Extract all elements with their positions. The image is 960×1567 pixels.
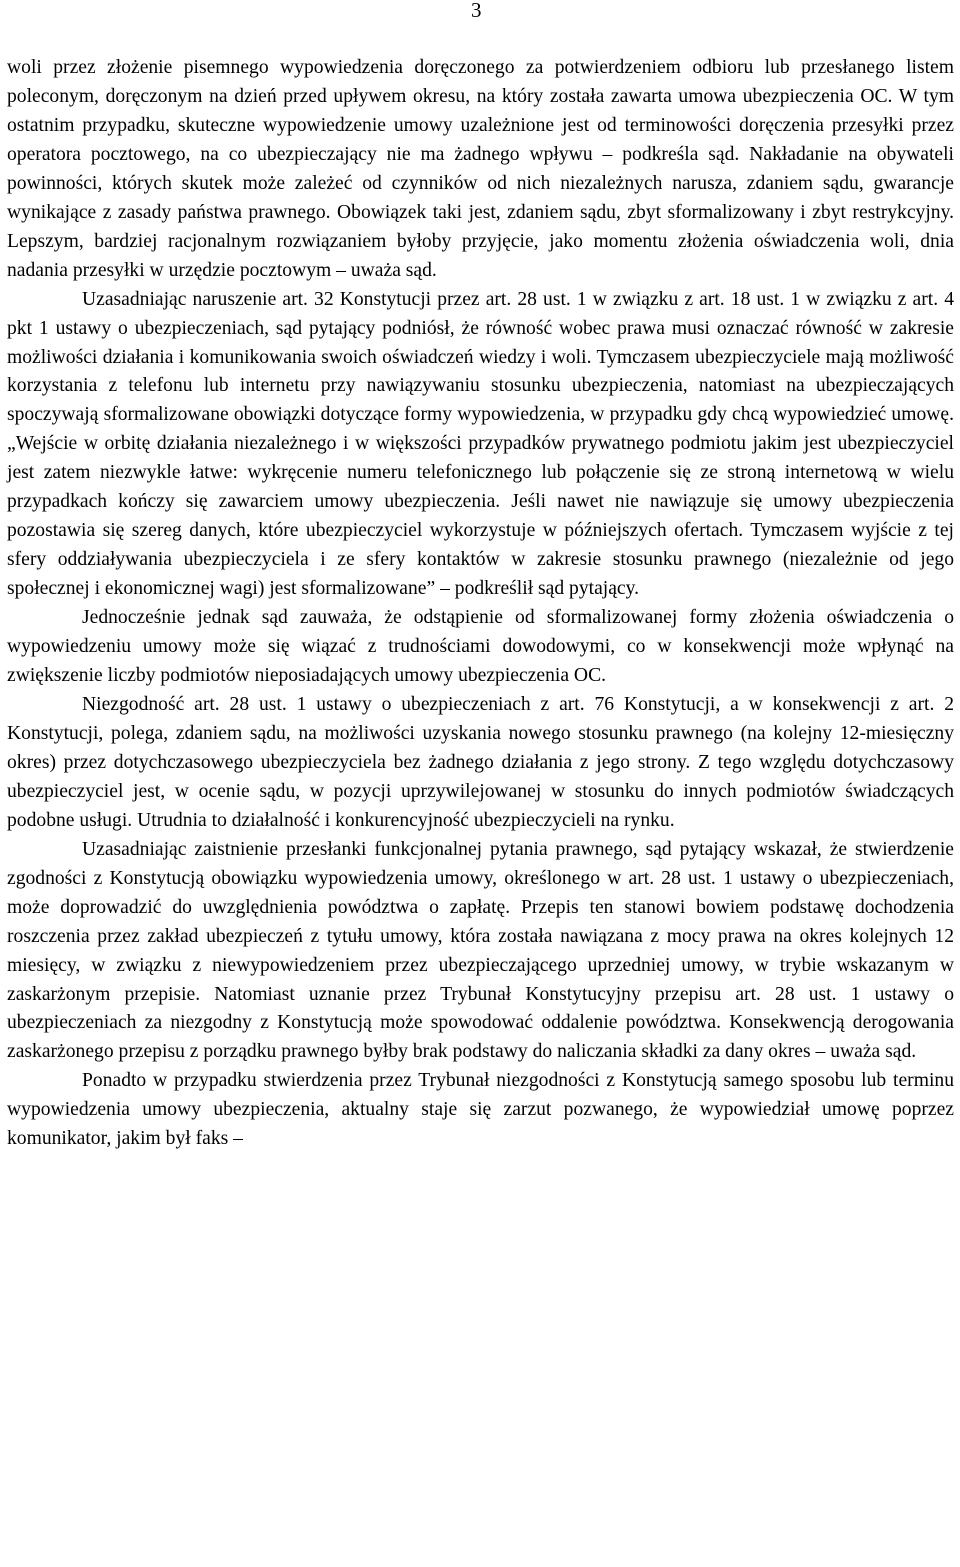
paragraph: woli przez złożenie pisemnego wypowiedzenia doręczonego za potwierdzeniem odbioru lub przesłanego listem poleconym, doręczonym na dzień przed upływem okresu, na który została zawarta umowa ubezpieczenia OC. W tym ostatnim przypadku, skuteczne wypowiedzenie umowy uzależnione jest od terminowości doręczenia przesyłki przez operatora pocztowego, na co ubezpieczający nie ma żadnego wpływu – podkreśla sąd. Nakładanie na obywateli powinności, których skutek może zależeć od czynników od nich niezależnych narusza, zdaniem sądu, gwarancje wynikające z zasady państwa prawnego. Obowiązek taki jest, zdaniem sądu, zbyt sformalizowany i zbyt restrykcyjny. Lepszym, bardziej racjonalnym rozwiązaniem byłoby przyjęcie, jako momentu złożenia oświadczenia woli, dnia nadania przesyłki w urzędzie pocztowym – uważa sąd. — [7, 57, 954, 281]
paragraph: Uzasadniając zaistnienie przesłanki funkcjonalnej pytania prawnego, sąd pytający wskazał, że stwierdzenie zgodności z Konstytucją obowiązku wypowiedzenia umowy, określonego w art. 28 ust. 1 ustawy o ubezpieczeniach, może doprowadzić do uwzględnienia powództwa o zapłatę. Przepis ten stanowi bowiem podstawę dochodzenia roszczenia przez zakład ubezpieczeń z tytułu umowy, która została nawiązana z mocy prawa na okres kolejnych 12 miesięcy, w związku z niewypowiedzeniem przez ubezpieczającego uprzedniej umowy, w trybie wskazanym w zaskarżonym przepisie. Natomiast uznanie przez Trybunał Konstytucyjny przepisu art. 28 ust. 1 ustawy o ubezpieczeniach za niezgodny z Konstytucją może spowodować oddalenie powództwa. Konsekwencją derogowania zaskarżonego przepisu z porządku prawnego byłby brak podstawy do naliczania składki za dany okres – uważa sąd. — [7, 838, 954, 1063]
page-number: 3 — [471, 0, 482, 22]
paragraph: Ponadto w przypadku stwierdzenia przez Trybunał niezgodności z Konstytucją samego sposobu lub terminu wypowiedzenia umowy ubezpieczenia, aktualny staje się zarzut pozwanego, że wypowiedział umowę poprzez komunikator, jakim był faks – — [7, 1070, 954, 1150]
paragraph: Niezgodność art. 28 ust. 1 ustawy o ubezpieczeniach z art. 76 Konstytucji, a w konsekwencji z art. 2 Konstytucji, polega, zdaniem sądu, na możliwości uzyskania nowego stosunku prawnego (na kolejny 12-miesięczny okres) przez dotychczasowego ubezpieczyciela bez żadnego działania z jego strony. Z tego względu dotychczasowy ubezpieczyciel jest, w ocenie sądu, w pozycji uprzywilejowanej w stosunku do innych podmiotów świadczących podobne usługi. Utrudnia to działalność i konkurencyjność ubezpieczycieli na rynku. — [7, 693, 954, 831]
document-body — [7, 54, 954, 1154]
paragraph: Jednocześnie jednak sąd zauważa, że odstąpienie od sformalizowanej formy złożenia oświadczenia o wypowiedzeniu umowy może się wiązać z trudnościami dowodowymi, co w konsekwencji może wpłynąć na zwiększenie liczby podmiotów nieposiadających umowy ubezpieczenia OC. — [7, 607, 954, 687]
paragraph: Uzasadniając naruszenie art. 32 Konstytucji przez art. 28 ust. 1 w związku z art. 18 ust. 1 w związku z art. 4 pkt 1 ustawy o ubezpieczeniach, sąd pytający podniósł, że równość wobec prawa musi oznaczać równość w zakresie możliwości działania i komunikowania swoich oświadczeń wiedzy i woli. Tymczasem ubezpieczyciele mają możliwość korzystania z telefonu lub internetu przy nawiązywaniu stosunku ubezpieczenia, natomiast na ubezpieczających spoczywają sformalizowane obowiązki dotyczące formy wypowiedzenia, w przypadku gdy chcą wypowiedzieć umowę. „Wejście w orbitę działania niezależnego i w większości przypadków prywatnego podmiotu jakim jest ubezpieczyciel jest zatem niezwykle łatwe: wykręcenie numeru telefonicznego lub połączenie się ze stroną internetową w wielu przypadkach kończy się zawarciem umowy ubezpieczenia. Jeśli nawet nie nawiązuje się umowy ubezpieczenia pozostawia się szereg danych, które ubezpieczyciel wykorzystuje w późniejszych ofertach. Tymczasem wyjście z tej sfery oddziaływania ubezpieczyciela i ze sfery kontaktów w zakresie stosunku prawnego (niezależnie od jego społecznej i ekonomicznej wagi) jest sformalizowane” – podkreślił sąd pytający. — [7, 288, 954, 600]
